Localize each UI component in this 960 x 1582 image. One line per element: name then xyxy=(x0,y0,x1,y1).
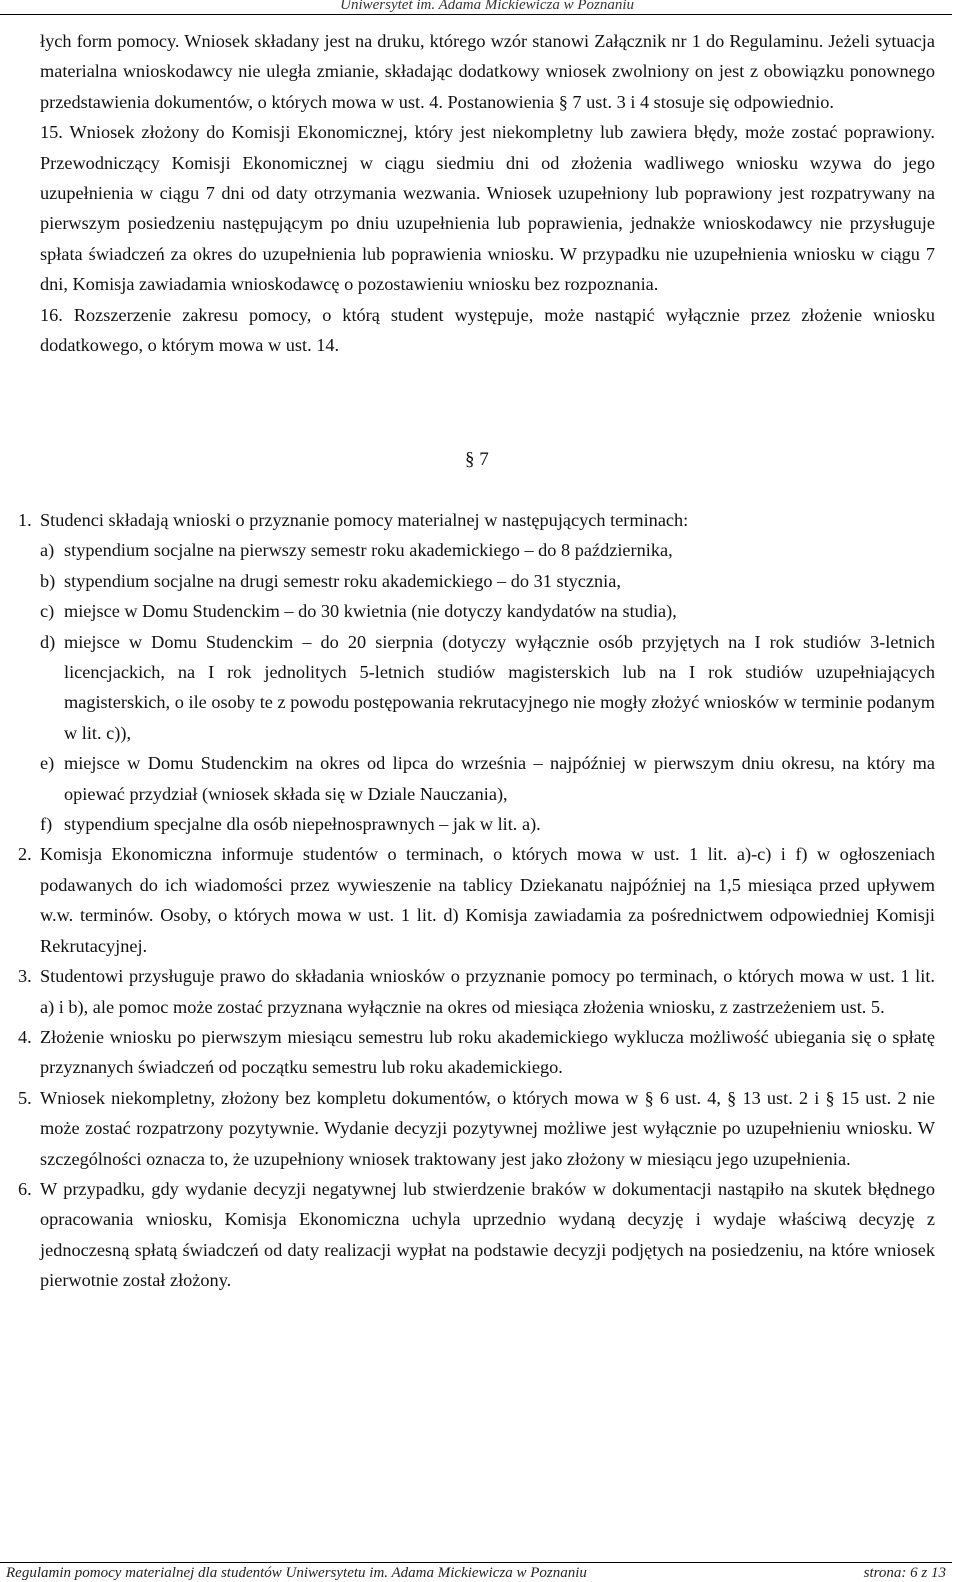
list-item-3 xyxy=(18,961,935,1022)
sub-letter: a) xyxy=(40,540,55,561)
sub-text: miejsce w Domu Studenckim na okres od lipca do września – najpóźniej w pierwszym dniu okresu, na który ma opiewać przydział (wniosek składa się w Dziale Nauczania), xyxy=(64,753,935,804)
list-item-1 xyxy=(18,505,935,535)
item-number: 6. xyxy=(18,1178,32,1199)
item-number: 2. xyxy=(18,844,32,865)
sub-text: stypendium socjalne na pierwszy semestr roku akademickiego – do 8 października, xyxy=(64,540,673,561)
continuation-paragraph: łych form pomocy. Wniosek składany jest na druku, którego wzór stanowi Załącznik nr 1 do Regulaminu. Jeżeli sytuacja materialna wnioskodawcy nie uległa zmianie, składając dodatkowy wniosek zwolniony on jest z obowiązku ponownego przedstawienia dokumentów, o których mowa w ust. 4. Postanowienia § 7 ust. 3 i 4 stosuje się odpowiednio. xyxy=(40,31,935,112)
sub-text: stypendium socjalne na drugi semestr roku akademickiego – do 31 stycznia, xyxy=(64,570,621,591)
sub-item-c xyxy=(40,596,935,626)
page-footer xyxy=(0,1562,952,1581)
list-item-4 xyxy=(18,1022,935,1083)
sub-item-d xyxy=(40,627,935,749)
list-item-15 xyxy=(40,117,935,299)
item-text: Wniosek złożony do Komisji Ekonomicznej, który jest niekompletny lub zawiera błędy, może zostać poprawiony. Przewodniczący Komisji Ekonomicznej w ciągu siedmiu dni od złożenia wadliwego wniosku wzywa do jego uzupełnienia w ciągu 7 dni od daty otrzymania wezwania. Wniosek uzupełniony lub poprawiony jest rozpatrywany na pierwszym posiedzeniu następującym po dniu uzupełnienia lub poprawienia, jednakże wnioskodawcy nie przysługuje spłata świadczeń za okres do uzupełnienia lub poprawienia wniosku. W przypadku nie uzupełnienia wniosku w ciągu 7 dni, Komisja zawiadamia wnioskodawcę o pozostawieniu wniosku bez rozpoznania. xyxy=(40,122,935,295)
item-number: 4. xyxy=(18,1026,32,1047)
sub-text: stypendium specjalne dla osób niepełnosprawnych – jak w lit. a). xyxy=(64,814,541,835)
list-item-5 xyxy=(18,1083,935,1174)
sub-letter: d) xyxy=(40,631,56,652)
item-text: Studentowi przysługuje prawo do składania wniosków o przyznanie pomocy po terminach, o których mowa w ust. 1 lit. a) i b), ale pomoc może zostać przyznana wyłącznie na okres od miesiąca złożenia wniosku, z zastrzeżeniem ust. 5. xyxy=(40,966,935,1017)
header-title: Uniwersytet im. Adama Mickiewicza w Poznaniu xyxy=(340,0,634,13)
item-text: Rozszerzenie zakresu pomocy, o którą student występuje, może nastąpić wyłącznie przez złożenie wniosku dodatkowego, o którym mowa w ust. 14. xyxy=(40,304,936,356)
page-header xyxy=(0,0,952,15)
footer-document-title: Regulamin pomocy materialnej dla studentów Uniwersytetu im. Adama Mickiewicza w Poznaniu xyxy=(6,1565,587,1581)
sub-item-a xyxy=(40,535,935,565)
section-heading: § 7 xyxy=(465,449,489,470)
body-text-top xyxy=(40,26,935,360)
list-item-2 xyxy=(18,839,935,961)
item-number: 16. xyxy=(40,304,74,325)
sub-text: miejsce w Domu Studenckim – do 20 sierpnia (dotyczy wyłącznie osób przyjętych na I rok studiów 3-letnich licencjackich, na I rok jednolitych 5-letnich studiów magisterskich lub na I rok studiów uzupełniających magisterskich, o ile osoby te z powodu postępowania rekrutacyjnego nie mogły złożyć wniosków w terminie podanym w lit. c)), xyxy=(64,631,935,743)
item-text: Komisja Ekonomiczna informuje studentów o terminach, o których mowa w ust. 1 lit. a)-c) i f) w ogłoszeniach podawanych do ich wiadomości przez wywieszenie na tablicy Dziekanatu najpóźniej na 1,5 miesiąca przed upływem w.w. terminów. Osoby, o których mowa w ust. 1 lit. d) Komisja zawiadamia za pośrednictwem odpowiedniej Komisji Rekrutacyjnej. xyxy=(40,844,935,956)
list-item-6 xyxy=(18,1174,935,1296)
section-7-body xyxy=(18,505,935,1296)
sub-letter: e) xyxy=(40,753,55,774)
sub-item-b xyxy=(40,566,935,596)
sub-letter: f) xyxy=(40,814,53,835)
list-item-16 xyxy=(40,300,935,361)
item-text: Wniosek niekompletny, złożony bez kompletu dokumentów, o których mowa w § 6 ust. 4, § 13 ust. 2 i § 15 ust. 2 nie może zostać rozpatrzony pozytywnie. Wydanie decyzji pozytywnej możliwe jest wyłącznie po uzupełnieniu wniosku. W szczególności oznacza to, że uzupełniony wniosek traktowany jest jako złożony w miesiącu jego uzupełnienia. xyxy=(40,1087,935,1169)
sub-letter: c) xyxy=(40,601,55,622)
sub-item-e xyxy=(40,748,935,809)
item-number: 3. xyxy=(18,966,32,987)
sub-letter: b) xyxy=(40,570,56,591)
item-text: Studenci składają wnioski o przyznanie pomocy materialnej w następujących terminach: xyxy=(40,510,689,530)
footer-page-number: strona: 6 z 13 xyxy=(863,1565,946,1581)
item-text: W przypadku, gdy wydanie decyzji negatywnej lub stwierdzenie braków w dokumentacji nastąpiło na skutek błędnego opracowania wniosku, Komisja Ekonomiczna uchyla uprzednio wydaną decyzję i wydaje właściwą decyzję z jednoczesną spłatą świadczeń od daty realizacji wypłat na podstawie decyzji podjętych na posiedzeniu, na które wniosek pierwotnie został złożony. xyxy=(40,1178,935,1291)
sub-text: miejsce w Domu Studenckim – do 30 kwietnia (nie dotyczy kandydatów na studia), xyxy=(64,601,677,622)
item-number: 5. xyxy=(18,1087,32,1108)
sub-item-f xyxy=(40,809,935,839)
item-number: 15. xyxy=(40,122,70,143)
item-number: 1. xyxy=(18,510,32,530)
item-text: Złożenie wniosku po pierwszym miesiącu semestru lub roku akademickiego wyklucza możliwość ubiegania się o spłatę przyznanych świadczeń od początku semestru lub roku akademickiego. xyxy=(40,1026,935,1078)
